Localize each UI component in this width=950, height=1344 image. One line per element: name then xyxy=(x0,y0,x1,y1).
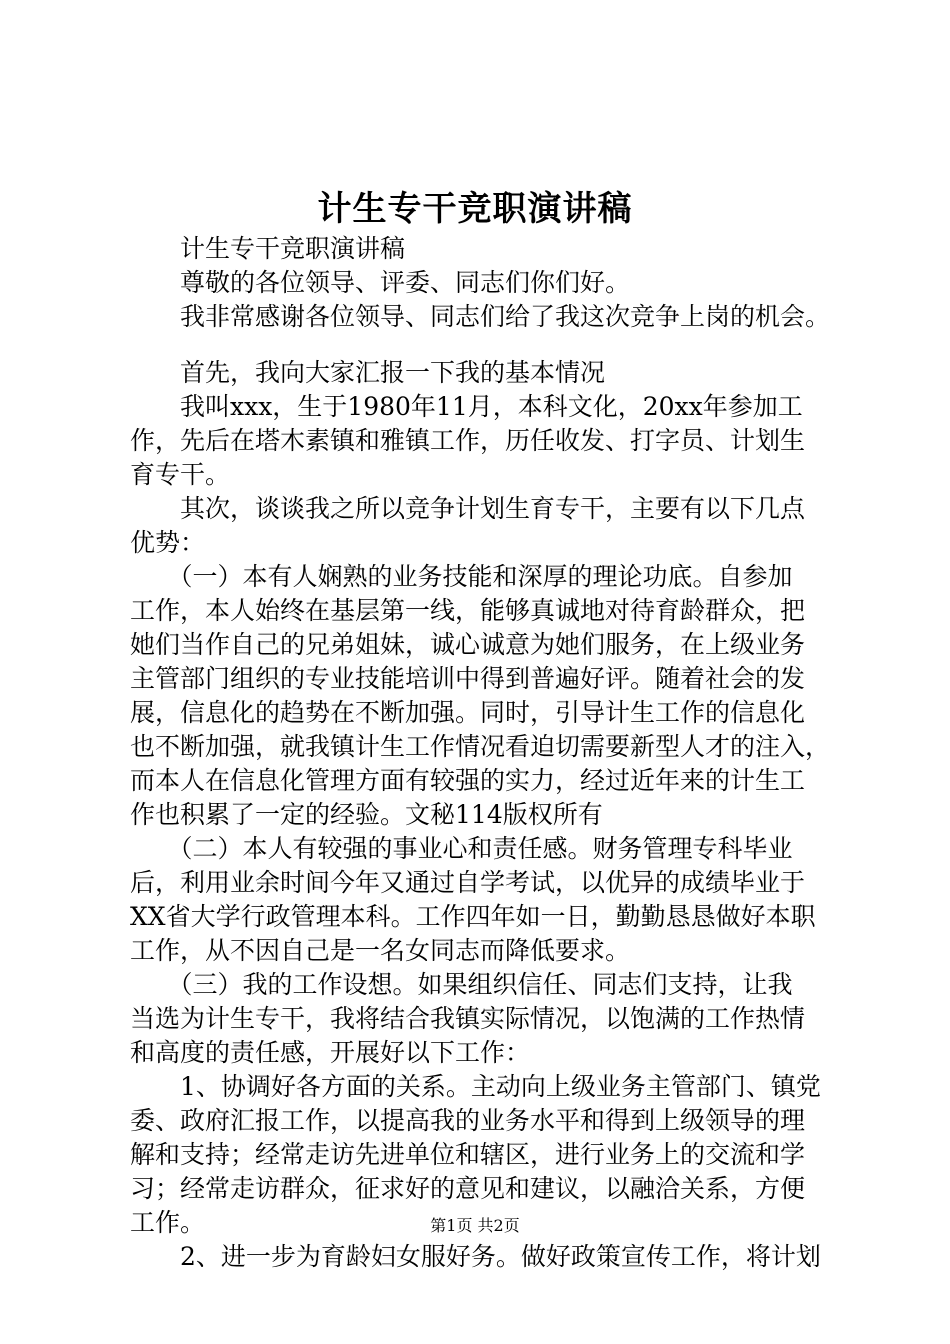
body-line: 我叫xxx，生于1980年11月，本科文化，20xx年参加工 xyxy=(130,392,803,421)
body-line: 作也积累了一定的经验。文秘114版权所有 xyxy=(130,800,603,829)
body-line: 1、协调好各方面的关系。主动向上级业务主管部门、镇党 xyxy=(130,1072,821,1101)
body-line: 其次，谈谈我之所以竞争计划生育专干，主要有以下几点 xyxy=(130,494,806,523)
body-line: 我非常感谢各位领导、同志们给了我这次竞争上岗的机会。 xyxy=(130,302,831,331)
body-line: 展，信息化的趋势在不断加强。同时，引导计生工作的信息化 xyxy=(130,698,806,727)
body-line: 工作。 xyxy=(130,1208,206,1237)
body-line: 当选为计生专干，我将结合我镇实际情况，以饱满的工作热情 xyxy=(130,1004,806,1033)
body-line: 委、政府汇报工作，以提高我的业务水平和得到上级领导的理 xyxy=(130,1106,806,1135)
body-line: 解和支持；经常走访先进单位和辖区，进行业务上的交流和学 xyxy=(130,1140,806,1169)
body-line: 优势： xyxy=(130,528,206,557)
body-line: 工作，本人始终在基层第一线，能够真诚地对待育龄群众，把 xyxy=(130,596,806,625)
body-line: 首先，我向大家汇报一下我的基本情况 xyxy=(130,358,606,387)
body-line: （一）本有人娴熟的业务技能和深厚的理论功底。自参加 xyxy=(130,562,793,591)
body-line: 后，利用业余时间今年又通过自学考试，以优异的成绩毕业于 xyxy=(130,868,806,897)
body-line: （二）本人有较强的事业心和责任感。财务管理专科毕业 xyxy=(130,834,793,863)
body-line: 也不断加强，就我镇计生工作情况看迫切需要新型人才的注入， xyxy=(130,732,831,761)
body-line: 而本人在信息化管理方面有较强的实力，经过近年来的计生工 xyxy=(130,766,806,795)
body-line: 和高度的责任感，开展好以下工作： xyxy=(130,1038,531,1067)
document-title: 计生专干竞职演讲稿 xyxy=(317,189,633,229)
blank-line xyxy=(130,334,850,356)
body-line: 2、进一步为育龄妇女服好务。做好政策宣传工作，将计划 xyxy=(130,1242,821,1271)
body-line: 主管部门组织的专业技能培训中得到普遍好评。随着社会的发 xyxy=(130,664,806,693)
body-line: 作，先后在塔木素镇和雅镇工作，历任收发、打字员、计划生 xyxy=(130,426,806,455)
body-line: 育专干。 xyxy=(130,460,231,489)
page-footer: 第1页 共2页 xyxy=(430,1216,520,1235)
body-line: 计生专干竞职演讲稿 xyxy=(130,234,406,263)
body-line: 工作，从不因自己是一名女同志而降低要求。 xyxy=(130,936,631,965)
body-line: （三）我的工作设想。如果组织信任、同志们支持，让我 xyxy=(130,970,793,999)
body-line: XX省大学行政管理本科。工作四年如一日，勤勤恳恳做好本职 xyxy=(130,902,816,931)
body-line: 她们当作自己的兄弟姐妹，诚心诚意为她们服务，在上级业务 xyxy=(130,630,806,659)
body-line: 习；经常走访群众，征求好的意见和建议，以融洽关系，方便 xyxy=(130,1174,806,1203)
body-line: 尊敬的各位领导、评委、同志们你们好。 xyxy=(130,268,631,297)
document-body xyxy=(130,232,850,1274)
